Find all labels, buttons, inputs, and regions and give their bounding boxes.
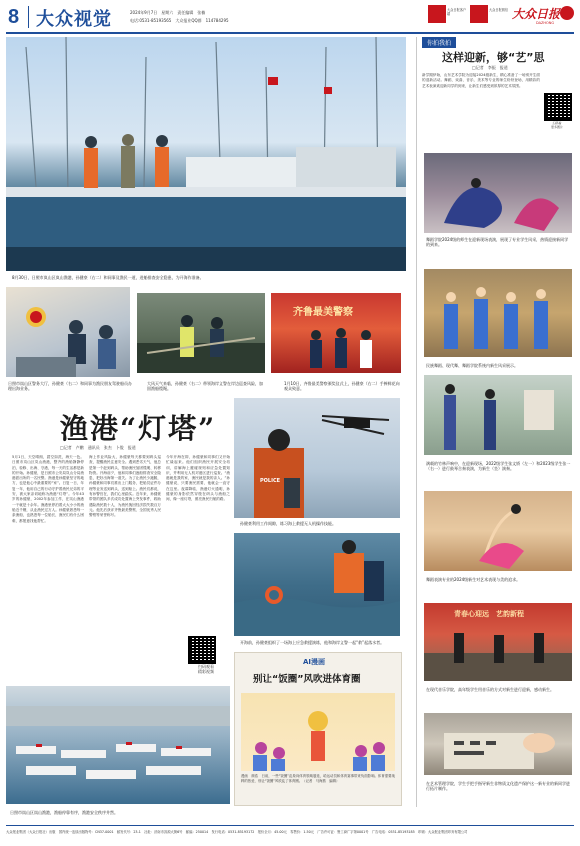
qr-code-app xyxy=(428,5,446,23)
article-column-3: 今年开海在即，孙健豪和同事们又开始忙碌起来。他们组织渔民开展安全培训，讲解海上避碰规则和应急处置知识，并利用无人机对港区进行巡查。“渔港就是我的家，渔民就是我的亲人。”孙健豪说，只要渔民需要，他就会一直守在这里。夜幕降临，渔港灯火通明，孙健豪的身影依然穿梭在码头与渔船之间，像一座灯塔，照亮渔民归航的路。 xyxy=(166,455,230,502)
footer-rule xyxy=(6,825,574,826)
header-rule xyxy=(6,32,574,34)
photo-rubbing-caption: 在艺术管理学院，学生手把手指导新生非物质文化遗产保护这一新专业的新同学进行拓片制作。 xyxy=(426,781,570,791)
column-divider xyxy=(416,37,417,807)
right-column xyxy=(422,37,574,807)
photo-rescue-drill xyxy=(234,533,400,636)
ai-comic-caption: 漫画 颜浩 日前，一些“饭圈”乱象向体育领域蔓延，给运动员和体育赛事带来负面影响。体育需要纯粹的热爱，别让“饭圈”风吹乱了体育圈。（记者 马海燕 编辑） xyxy=(241,774,395,783)
date-line: 2024年9月7日 星期六 责任编辑 张楠 xyxy=(130,10,206,15)
video-qr-caption: 扫码观看 精彩视频 xyxy=(198,664,214,674)
photo-dance-caption: 舞蹈学院2024级的师生在迎新现场表演，展现了专业学生风采，热情迎接新同学的到来。 xyxy=(426,237,569,247)
ai-comic-art xyxy=(241,693,395,771)
photo-service-hall xyxy=(6,287,130,377)
photo-folk-dance-caption: 民族舞蹈、现代舞、舞蹈学院系统内新生风采展示。 xyxy=(426,363,518,368)
header xyxy=(0,0,580,36)
photo-harbor-aerial xyxy=(6,686,230,804)
photo-solo-dancer-caption: 舞蹈表演专业的2024级新生对艺术表现与美的追求。 xyxy=(426,577,521,582)
qr-label-wechat: 大众日报微信 xyxy=(489,8,509,12)
qr-code-wechat xyxy=(470,5,488,23)
video-qr-code xyxy=(188,636,216,664)
qr-label-app: 大众日报客户端 xyxy=(447,8,467,16)
footer-imprint: 大众报业集团（大众日报社）出版 国内统一连续出版物号：CN37-0001 邮发代号：23-1 社址：济南市泺源大街6号 邮编：250014 发行电话：0531-85193172 报价全月：45.00元 零售价：1.50元 广告许可证：鲁工商广字第0001号 广告电话：0531-85193185 印刷：大众报业集团印务有限公司 xyxy=(6,830,468,834)
photo-drone-practice xyxy=(234,398,400,518)
column-tag: 你拍我拍 xyxy=(422,37,456,48)
paper-logo: 大众日报 xyxy=(512,7,561,21)
article-column-1: 5月1日，天空晴朗，碧空如洗，海天一色。日照市岚山区岚山渔港，整齐的渔船静静停泊，检修、出海、守港，每一天的生活都是新的开始。孙健豪，是日照市公安局岚山分局渔港派出所的一名民警。渔港是孙健豪坚守的地方，也是他心中最重要的“家”。日复一日，年复一年，他用自己的行动守护着渔民兄弟的平安，被大家亲切地称为渔港“灯塔”。今年43岁的孙健豪，2002年参加工作，在岚山渔港一干就是十余年。渔港里停泊着大大小小的渔船近千艘，从业渔民过万人。孙健豪熟悉每一条渔船，也熟悉每一位船长，渔民们有什么困难，都愿意找他帮忙。 xyxy=(12,455,84,523)
photo-solo-dancer xyxy=(424,491,572,571)
ai-comic-title: 别让“饭圈”风吹进体育圈 xyxy=(253,674,361,685)
photo-harbor-caption: 日照市岚山区岚山渔港，渔船停靠有序，渔港安全秩序井然。 xyxy=(10,810,118,815)
photo-concert-caption: 在现代音乐学院，高年级学生用音乐的方式对新生进行迎新，感动新生。 xyxy=(426,687,554,692)
photo-award-ceremony xyxy=(271,293,401,373)
photo-folk-dance xyxy=(424,269,572,357)
article-byline: □记者 卢鹏 通讯员 张杰 卜俊 报道 xyxy=(60,445,136,450)
photo-outdoor-concert xyxy=(424,603,572,681)
article-column-2: 海上作业风险大，孙健豪每天都要到码头巡查，提醒渔民注意安全。遇到恶劣天气，他总是第一个赶到码头，帮助渔民加固缆绳、转移物资。开海前夕，他和同事们逐船排查安全隐患，把好出海第一道关。为了让渔民少跑腿，孙健豪和同事们推出上门服务，把船员证件办理等业务送到码头，送到船上。渔民们都说，有孙警官在，我们心里踏实。近年来，孙健豪带领的团队多次成功处置海上突发事件，救助遇险渔民数十人，为渔民挽回经济损失数百万元。他先后获评齐鲁最美警察、全国优秀人民警察等荣誉称号。 xyxy=(89,455,161,518)
contact-line: 电话:0531-85193565 大众报业QQ群 114784295 xyxy=(130,18,229,23)
paper-logo-sub: DAZHONG xyxy=(536,21,555,25)
ai-comic-badge: AI漫画 xyxy=(303,658,326,666)
photo-rescue-caption: 开海前，孙健豪组织了一场海上应急救援演练，他和海岸义警一起“救”起落水者。 xyxy=(240,640,385,645)
ai-comic-panel xyxy=(234,652,402,806)
boat-masts-illustration xyxy=(6,37,406,271)
photo-rubbing-craft xyxy=(424,713,572,775)
right-column-title: 这样迎新，够“艺”思 xyxy=(442,51,545,64)
photo-gallery-qr-caption: 扫码看 更多图片 xyxy=(550,121,563,129)
page-number: 8 xyxy=(8,6,20,28)
photo-mooring-check xyxy=(137,293,265,373)
top-photo-caption: 8月30日，日照市岚山区岚山渔港，孙健豪（右二）和同事及渔民一道，进船排查安全隐患，为开海作准备。 xyxy=(12,275,204,280)
photo-service-hall-caption: 日照市岚山区警务大厅，孙健豪（右二）和同事为渔民朋友驾驶船员办理出海业务。 xyxy=(8,381,132,391)
right-column-byline: □记者 李振 报道 xyxy=(472,65,508,70)
photo-award-caption: 1月10日，齐鲁最美警察颁奖仪式上，孙健豪（右二）手捧鲜花向观众致意。 xyxy=(284,381,400,391)
award-banner-text: 齐鲁最美警察 xyxy=(293,307,353,318)
logo-emblem xyxy=(560,6,574,20)
photo-mooring-check-caption: 大风天气来临，孙健豪（右二）带领海岸义警在岸边巡查风险，加固渔船缆绳。 xyxy=(147,381,263,391)
photo-dance-performance xyxy=(424,153,572,233)
top-photo-boats xyxy=(6,37,406,271)
photo-music-ensemble xyxy=(424,375,572,455)
section-title: 大众视觉 xyxy=(36,9,112,30)
concert-signboard: 青春心迎远 艺韵新程 xyxy=(454,610,524,618)
photo-drone-caption: 孙健豪利用工作间隙，练习海上救援无人机操作技能。 xyxy=(240,521,336,526)
article-title: 渔港“灯塔” xyxy=(60,412,217,445)
photo-music-caption: 满载的竹林声响中，在迎新现场，2022级学生张文娇（左一）和2023级学生张一（右一）进行鼓琴合奏表演，为新生（坐）演奏。 xyxy=(426,461,571,471)
right-column-intro: 新学期伊始，山东艺术学院为迎接2024级新生，精心准备了一场别开生面的迎新活动。舞蹈、戏曲、音乐、美术等专业的师生纷纷登场，用精彩的艺术表演欢迎新同学的到来，让新生们感受到浓厚的艺术氛围。 xyxy=(422,73,540,88)
police-vest-text: POLICE xyxy=(260,478,281,484)
photo-gallery-qr xyxy=(544,93,572,121)
